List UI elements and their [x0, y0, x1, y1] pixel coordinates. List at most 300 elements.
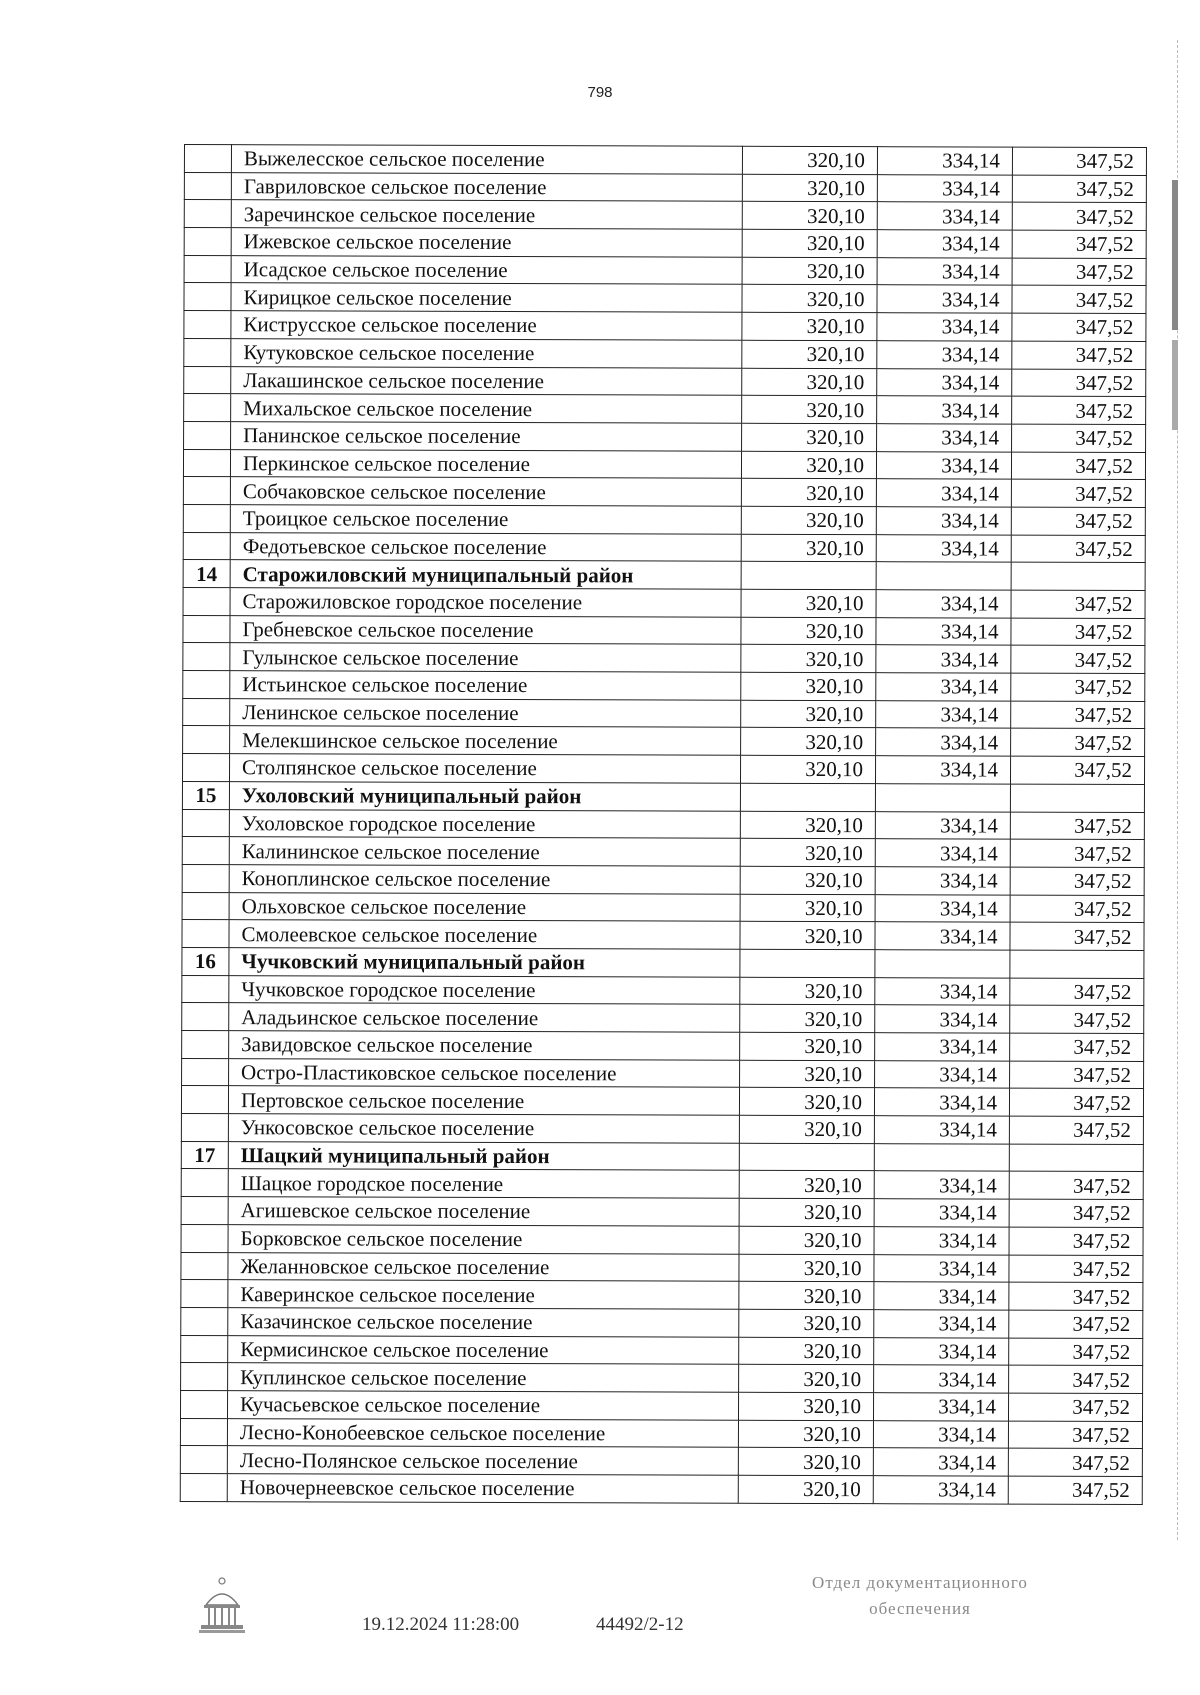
value-cell-2: 334,14 [877, 174, 1012, 202]
settlement-name-cell: Ункосовское сельское поселение [228, 1114, 739, 1143]
value-cell-3: 347,52 [1011, 479, 1145, 507]
tariff-table-wrapper [180, 144, 1146, 1505]
value-cell-2: 334,14 [875, 1060, 1010, 1088]
value-cell-1: 320,10 [739, 1115, 874, 1143]
table-row [181, 1169, 1143, 1200]
value-cell-3: 347,52 [1011, 645, 1145, 673]
table-row [181, 1224, 1143, 1255]
value-cell-1: 320,10 [742, 395, 877, 423]
value-cell-1: 320,10 [741, 451, 876, 479]
settlement-name-cell: Собчаковское сельское поселение [230, 477, 741, 506]
value-cell-3: 347,52 [1009, 1282, 1143, 1310]
row-number-cell [182, 920, 229, 948]
row-number-cell [184, 394, 231, 422]
value-cell-3: 347,52 [1009, 1172, 1143, 1200]
row-number-cell [183, 671, 230, 699]
table-row [181, 1335, 1143, 1366]
value-cell-1: 320,10 [740, 894, 875, 922]
value-cell-3: 347,52 [1010, 895, 1144, 923]
table-row [183, 698, 1145, 729]
value-cell-3: 347,52 [1010, 812, 1144, 840]
value-cell-2 [874, 1143, 1009, 1171]
table-row [183, 504, 1145, 535]
value-cell-1: 320,10 [742, 174, 877, 202]
value-cell-3: 347,52 [1010, 978, 1144, 1006]
value-cell-1: 320,10 [739, 1281, 874, 1309]
value-cell-1: 320,10 [739, 1309, 874, 1337]
value-cell-1 [741, 562, 876, 590]
footer-date: 19.12.2024 11:28:00 [362, 1614, 520, 1635]
value-cell-2: 334,14 [874, 1226, 1009, 1254]
table-row [184, 283, 1146, 314]
row-number-cell [184, 200, 231, 228]
value-cell-1: 320,10 [739, 1088, 874, 1116]
row-number-cell [181, 1114, 228, 1142]
value-cell-3: 347,52 [1009, 1227, 1143, 1255]
table-row [182, 837, 1144, 868]
row-number-cell [183, 477, 230, 505]
settlement-name-cell: Михальское сельское поселение [231, 394, 742, 423]
row-number-cell [181, 1197, 228, 1225]
settlement-name-cell: Троицкое сельское поселение [230, 505, 741, 534]
department-stamp [760, 1570, 1080, 1622]
table-row [184, 145, 1146, 176]
value-cell-2: 334,14 [874, 1254, 1009, 1282]
scan-edge-mark [1172, 180, 1178, 330]
value-cell-1: 320,10 [741, 479, 876, 507]
row-number-cell [183, 698, 230, 726]
settlement-name-cell: Кирицкое сельское поселение [231, 283, 742, 312]
value-cell-3: 347,52 [1008, 1421, 1142, 1449]
value-cell-3: 347,52 [1009, 1088, 1143, 1116]
value-cell-3: 347,52 [1011, 452, 1145, 480]
row-number-cell: 16 [182, 947, 229, 975]
row-number-cell [184, 228, 231, 256]
value-cell-1: 320,10 [741, 700, 876, 728]
value-cell-2: 334,14 [877, 147, 1012, 175]
value-cell-2: 334,14 [876, 507, 1011, 535]
value-cell-1: 320,10 [742, 312, 877, 340]
row-number-cell [184, 366, 231, 394]
settlement-name-cell: Лесно-Полянское сельское поселение [227, 1446, 738, 1475]
value-cell-2: 334,14 [876, 479, 1011, 507]
settlement-name-cell: Агишевское сельское поселение [228, 1197, 739, 1226]
value-cell-2: 334,14 [877, 424, 1012, 452]
table-row [184, 200, 1146, 231]
value-cell-2: 334,14 [875, 1005, 1010, 1033]
value-cell-3: 347,52 [1012, 258, 1146, 286]
value-cell-2: 334,14 [874, 1365, 1009, 1393]
row-number-cell [183, 643, 230, 671]
value-cell-1: 320,10 [740, 811, 875, 839]
value-cell-1: 320,10 [741, 534, 876, 562]
district-row [182, 947, 1144, 978]
value-cell-3: 347,52 [1010, 1033, 1144, 1061]
table-row [181, 1307, 1143, 1338]
row-number-cell [183, 449, 230, 477]
value-cell-2: 334,14 [874, 1116, 1009, 1144]
value-cell-2: 334,14 [874, 1337, 1009, 1365]
settlement-name-cell: Перкинское сельское поселение [230, 449, 741, 478]
value-cell-1: 320,10 [738, 1392, 873, 1420]
settlement-name-cell: Каверинское сельское поселение [228, 1280, 739, 1309]
value-cell-2: 334,14 [875, 922, 1010, 950]
table-row [181, 1114, 1143, 1145]
scan-edge-strip [1177, 40, 1190, 1540]
settlement-name-cell: Мелекшинское сельское поселение [230, 726, 741, 755]
value-cell-3: 347,52 [1009, 1310, 1143, 1338]
stamp-line-1: Отдел документационного [812, 1573, 1028, 1592]
value-cell-1: 320,10 [741, 506, 876, 534]
value-cell-3 [1009, 1144, 1143, 1172]
value-cell-1: 320,10 [741, 728, 876, 756]
row-number-cell [182, 754, 229, 782]
district-row [183, 560, 1145, 591]
value-cell-2: 334,14 [873, 1420, 1008, 1448]
value-cell-1: 320,10 [742, 285, 877, 313]
settlement-name-cell: Гребневское сельское поселение [230, 615, 741, 644]
value-cell-1: 320,10 [739, 1198, 874, 1226]
value-cell-3: 347,52 [1011, 673, 1145, 701]
row-number-cell [182, 809, 229, 837]
value-cell-3: 347,52 [1012, 147, 1146, 175]
settlement-name-cell: Новочернеевское сельское поселение [227, 1474, 738, 1503]
row-number-cell [181, 1224, 228, 1252]
value-cell-1: 320,10 [738, 1448, 873, 1476]
row-number-cell [181, 1335, 228, 1363]
row-number-cell [183, 615, 230, 643]
settlement-name-cell: Истьинское сельское поселение [230, 671, 741, 700]
table-row [183, 671, 1145, 702]
settlement-name-cell: Старожиловское городское поселение [230, 588, 741, 617]
value-cell-3: 347,52 [1010, 756, 1144, 784]
footer-document-code: 44492/2-12 [596, 1614, 684, 1635]
value-cell-2: 334,14 [877, 285, 1012, 313]
value-cell-1: 320,10 [738, 1475, 873, 1503]
value-cell-2: 334,14 [877, 313, 1012, 341]
table-row [183, 449, 1145, 480]
table-row [182, 1030, 1144, 1061]
row-number-cell [180, 1473, 227, 1501]
row-number-cell [181, 1169, 228, 1197]
value-cell-3 [1011, 562, 1145, 590]
value-cell-2: 334,14 [876, 617, 1011, 645]
value-cell-3: 347,52 [1012, 286, 1146, 314]
row-number-cell [183, 587, 230, 615]
value-cell-3: 347,52 [1009, 1365, 1143, 1393]
table-row [180, 1473, 1142, 1504]
settlement-name-cell: Желанновское сельское поселение [228, 1252, 739, 1281]
table-row [181, 1363, 1143, 1394]
tariff-table [180, 144, 1147, 1505]
row-number-cell [183, 504, 230, 532]
value-cell-2: 334,14 [874, 1199, 1009, 1227]
value-cell-2: 334,14 [874, 1171, 1009, 1199]
row-number-cell [184, 145, 231, 173]
row-number-cell [180, 1390, 227, 1418]
value-cell-3: 347,52 [1012, 202, 1146, 230]
value-cell-3: 347,52 [1010, 1005, 1144, 1033]
value-cell-3: 347,52 [1012, 341, 1146, 369]
scan-edge-mark [1172, 340, 1178, 430]
value-cell-2: 334,14 [874, 1282, 1009, 1310]
value-cell-3: 347,52 [1012, 424, 1146, 452]
value-cell-3: 347,52 [1011, 701, 1145, 729]
value-cell-2: 334,14 [874, 1088, 1009, 1116]
settlement-name-cell: Смолеевское сельское поселение [229, 920, 740, 949]
settlement-name-cell: Шацкий муниципальный район [228, 1141, 739, 1170]
table-body [180, 145, 1146, 1505]
table-row [184, 421, 1146, 452]
value-cell-2: 334,14 [875, 977, 1010, 1005]
value-cell-1: 320,10 [740, 922, 875, 950]
value-cell-1 [739, 1143, 874, 1171]
value-cell-2: 334,14 [877, 340, 1012, 368]
value-cell-2: 334,14 [873, 1476, 1008, 1504]
value-cell-1: 320,10 [739, 1337, 874, 1365]
settlement-name-cell: Коноплинское сельское поселение [229, 865, 740, 894]
value-cell-3: 347,52 [1010, 922, 1144, 950]
row-number-cell [181, 1307, 228, 1335]
table-row [184, 172, 1146, 203]
settlement-name-cell: Кутуковское сельское поселение [231, 338, 742, 367]
settlement-name-cell: Борковское сельское поселение [228, 1224, 739, 1253]
value-cell-2 [875, 950, 1010, 978]
table-row [183, 643, 1145, 674]
value-cell-3 [1010, 950, 1144, 978]
value-cell-1: 320,10 [741, 672, 876, 700]
value-cell-2: 334,14 [874, 1310, 1009, 1338]
table-row [181, 1086, 1143, 1117]
value-cell-3: 347,52 [1008, 1393, 1142, 1421]
value-cell-2: 334,14 [876, 645, 1011, 673]
value-cell-1: 320,10 [739, 1171, 874, 1199]
value-cell-2: 334,14 [875, 1033, 1010, 1061]
value-cell-3: 347,52 [1011, 535, 1145, 563]
value-cell-2: 334,14 [875, 811, 1010, 839]
settlement-name-cell: Ленинское сельское поселение [230, 698, 741, 727]
value-cell-2: 334,14 [877, 230, 1012, 258]
value-cell-3: 347,52 [1009, 1338, 1143, 1366]
settlement-name-cell: Чучковское городское поселение [229, 975, 740, 1004]
value-cell-1: 320,10 [742, 423, 877, 451]
value-cell-2: 334,14 [876, 700, 1011, 728]
settlement-name-cell: Ижевское сельское поселение [231, 228, 742, 257]
settlement-name-cell: Казачинское сельское поселение [228, 1308, 739, 1337]
value-cell-2: 334,14 [876, 728, 1011, 756]
value-cell-3: 347,52 [1009, 1255, 1143, 1283]
table-row [181, 1280, 1143, 1311]
table-row [183, 532, 1145, 563]
table-row [182, 892, 1144, 923]
settlement-name-cell: Завидовское сельское поселение [229, 1031, 740, 1060]
value-cell-3: 347,52 [1012, 175, 1146, 203]
row-number-cell [184, 338, 231, 366]
value-cell-1: 320,10 [740, 977, 875, 1005]
value-cell-1: 320,10 [741, 617, 876, 645]
table-row [181, 1197, 1143, 1228]
settlement-name-cell: Ольховское сельское поселение [229, 892, 740, 921]
value-cell-3: 347,52 [1011, 729, 1145, 757]
value-cell-2: 334,14 [875, 894, 1010, 922]
value-cell-1: 320,10 [740, 1032, 875, 1060]
value-cell-2: 334,14 [873, 1448, 1008, 1476]
value-cell-3: 347,52 [1011, 590, 1145, 618]
table-row [182, 864, 1144, 895]
settlement-name-cell: Гавриловское сельское поселение [231, 172, 742, 201]
row-number-cell: 14 [183, 560, 230, 588]
value-cell-1 [740, 783, 875, 811]
row-number-cell [182, 837, 229, 865]
value-cell-2: 334,14 [873, 1393, 1008, 1421]
table-row [182, 975, 1144, 1006]
table-row [184, 366, 1146, 397]
table-row [182, 920, 1144, 951]
value-cell-3: 347,52 [1010, 1061, 1144, 1089]
value-cell-1: 320,10 [740, 866, 875, 894]
row-number-cell [181, 1280, 228, 1308]
settlement-name-cell: Лесно-Конобеевское сельское поселение [227, 1418, 738, 1447]
row-number-cell [182, 1030, 229, 1058]
table-row [182, 754, 1144, 785]
settlement-name-cell: Гулынское сельское поселение [230, 643, 741, 672]
table-row [182, 809, 1144, 840]
table-row [183, 477, 1145, 508]
value-cell-1: 320,10 [738, 1420, 873, 1448]
settlement-name-cell: Калининское сельское поселение [229, 837, 740, 866]
row-number-cell: 15 [182, 781, 229, 809]
value-cell-2 [876, 562, 1011, 590]
value-cell-3 [1010, 784, 1144, 812]
settlement-name-cell: Кучасьевское сельское поселение [227, 1391, 738, 1420]
table-row [184, 338, 1146, 369]
settlement-name-cell: Чучковский муниципальный район [229, 948, 740, 977]
value-cell-2 [875, 783, 1010, 811]
row-number-cell: 17 [181, 1141, 228, 1169]
row-number-cell [181, 1363, 228, 1391]
value-cell-1: 320,10 [741, 645, 876, 673]
settlement-name-cell: Исадское сельское поселение [231, 255, 742, 284]
table-row [184, 228, 1146, 259]
row-number-cell [184, 283, 231, 311]
value-cell-1: 320,10 [740, 755, 875, 783]
value-cell-2: 334,14 [876, 534, 1011, 562]
page-number: 798 [587, 84, 613, 101]
value-cell-2: 334,14 [877, 396, 1012, 424]
value-cell-3: 347,52 [1012, 369, 1146, 397]
table-row [182, 1058, 1144, 1089]
row-number-cell [184, 421, 231, 449]
value-cell-3: 347,52 [1011, 618, 1145, 646]
row-number-cell [182, 975, 229, 1003]
value-cell-2: 334,14 [876, 451, 1011, 479]
table-row [183, 587, 1145, 618]
row-number-cell [181, 1086, 228, 1114]
settlement-name-cell: Старожиловский муниципальный район [230, 560, 741, 589]
settlement-name-cell: Остро-Пластиковское сельское поселение [229, 1058, 740, 1087]
settlement-name-cell: Столпянское сельское поселение [229, 754, 740, 783]
value-cell-3: 347,52 [1010, 839, 1144, 867]
value-cell-2: 334,14 [877, 202, 1012, 230]
settlement-name-cell: Ухоловский муниципальный район [229, 781, 740, 810]
table-row [180, 1418, 1142, 1449]
settlement-name-cell: Кермисинское сельское поселение [228, 1335, 739, 1364]
table-row [184, 394, 1146, 425]
value-cell-1: 320,10 [742, 340, 877, 368]
value-cell-3: 347,52 [1012, 230, 1146, 258]
settlement-name-cell: Федотьевское сельское поселение [230, 532, 741, 561]
settlement-name-cell: Куплинское сельское поселение [228, 1363, 739, 1392]
table-row [182, 1003, 1144, 1034]
value-cell-1: 320,10 [740, 1005, 875, 1033]
settlement-name-cell: Заречинское сельское поселение [231, 200, 742, 229]
table-row [180, 1390, 1142, 1421]
table-row [183, 615, 1145, 646]
settlement-name-cell: Лакашинское сельское поселение [231, 366, 742, 395]
row-number-cell [182, 892, 229, 920]
settlement-name-cell: Ухоловское городское поселение [229, 809, 740, 838]
value-cell-1: 320,10 [740, 1060, 875, 1088]
value-cell-1: 320,10 [742, 229, 877, 257]
stamp-line-2: обеспечения [869, 1599, 971, 1618]
value-cell-3: 347,52 [1012, 313, 1146, 341]
row-number-cell [183, 726, 230, 754]
value-cell-2: 334,14 [875, 867, 1010, 895]
value-cell-1: 320,10 [742, 257, 877, 285]
value-cell-2: 334,14 [875, 756, 1010, 784]
settlement-name-cell: Шацкое городское поселение [228, 1169, 739, 1198]
value-cell-1: 320,10 [742, 146, 877, 174]
row-number-cell [184, 311, 231, 339]
value-cell-3: 347,52 [1008, 1476, 1142, 1504]
settlement-name-cell: Пертовское сельское поселение [228, 1086, 739, 1115]
table-row [184, 311, 1146, 342]
settlement-name-cell: Выжелесское сельское поселение [231, 145, 742, 174]
settlement-name-cell: Аладьинское сельское поселение [229, 1003, 740, 1032]
value-cell-2: 334,14 [875, 839, 1010, 867]
value-cell-1: 320,10 [741, 589, 876, 617]
table-row [180, 1446, 1142, 1477]
district-row [181, 1141, 1143, 1172]
value-cell-1: 320,10 [739, 1254, 874, 1282]
value-cell-3: 347,52 [1012, 396, 1146, 424]
value-cell-3: 347,52 [1009, 1116, 1143, 1144]
value-cell-2: 334,14 [876, 673, 1011, 701]
row-number-cell [184, 172, 231, 200]
table-row [184, 255, 1146, 286]
value-cell-1: 320,10 [742, 368, 877, 396]
value-cell-3: 347,52 [1009, 1199, 1143, 1227]
value-cell-2: 334,14 [877, 368, 1012, 396]
row-number-cell [180, 1418, 227, 1446]
value-cell-1: 320,10 [740, 838, 875, 866]
table-row [181, 1252, 1143, 1283]
value-cell-1: 320,10 [739, 1364, 874, 1392]
row-number-cell [182, 1058, 229, 1086]
value-cell-1: 320,10 [742, 202, 877, 230]
settlement-name-cell: Панинское сельское поселение [231, 422, 742, 451]
value-cell-2: 334,14 [877, 257, 1012, 285]
row-number-cell [184, 255, 231, 283]
row-number-cell [183, 532, 230, 560]
district-row [182, 781, 1144, 812]
value-cell-3: 347,52 [1008, 1448, 1142, 1476]
row-number-cell [182, 1003, 229, 1031]
table-row [183, 726, 1145, 757]
value-cell-3: 347,52 [1010, 867, 1144, 895]
value-cell-2: 334,14 [876, 590, 1011, 618]
row-number-cell [180, 1446, 227, 1474]
